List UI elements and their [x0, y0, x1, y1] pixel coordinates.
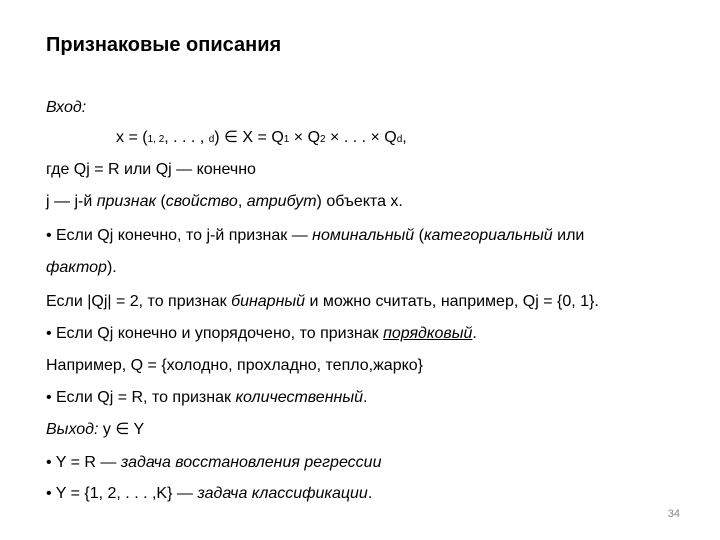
nominal-line: • Если Qj конечно, то j-й признак — номинальный (категориальный или — [46, 227, 585, 244]
output-line: Выход: y ∈ Y — [46, 421, 145, 438]
formula-line: x = (1, 2, . . . , d) ∈ X = Q1 × Q2 × . . . × Qd, — [116, 129, 407, 146]
regression-line: • Y = R — задача восстановления регрессии — [46, 454, 382, 471]
page-number: 34 — [667, 508, 680, 520]
classification-line: • Y = {1, 2, . . . ,K} — задача классификации. — [46, 485, 373, 502]
feature-definition-line: j — j-й признак (свойство, атрибут) объекта x. — [46, 193, 403, 210]
slide-title: Признаковые описания — [46, 34, 282, 56]
binary-line: Если |Qj| = 2, то признак бинарный и можно считать, например, Qj = {0, 1}. — [46, 293, 599, 310]
where-line: где Qj = R или Qj — конечно — [46, 161, 256, 178]
example-line: Например, Q = {холодно, прохладно, тепло,жарко} — [46, 357, 424, 374]
nominal-line-continued: фактор). — [46, 259, 117, 276]
input-label: Вход: — [46, 99, 87, 116]
quantitative-line: • Если Qj = R, то признак количественный. — [46, 389, 368, 406]
ordinal-line: • Если Qj конечно и упорядочено, то признак порядковый. — [46, 325, 477, 342]
